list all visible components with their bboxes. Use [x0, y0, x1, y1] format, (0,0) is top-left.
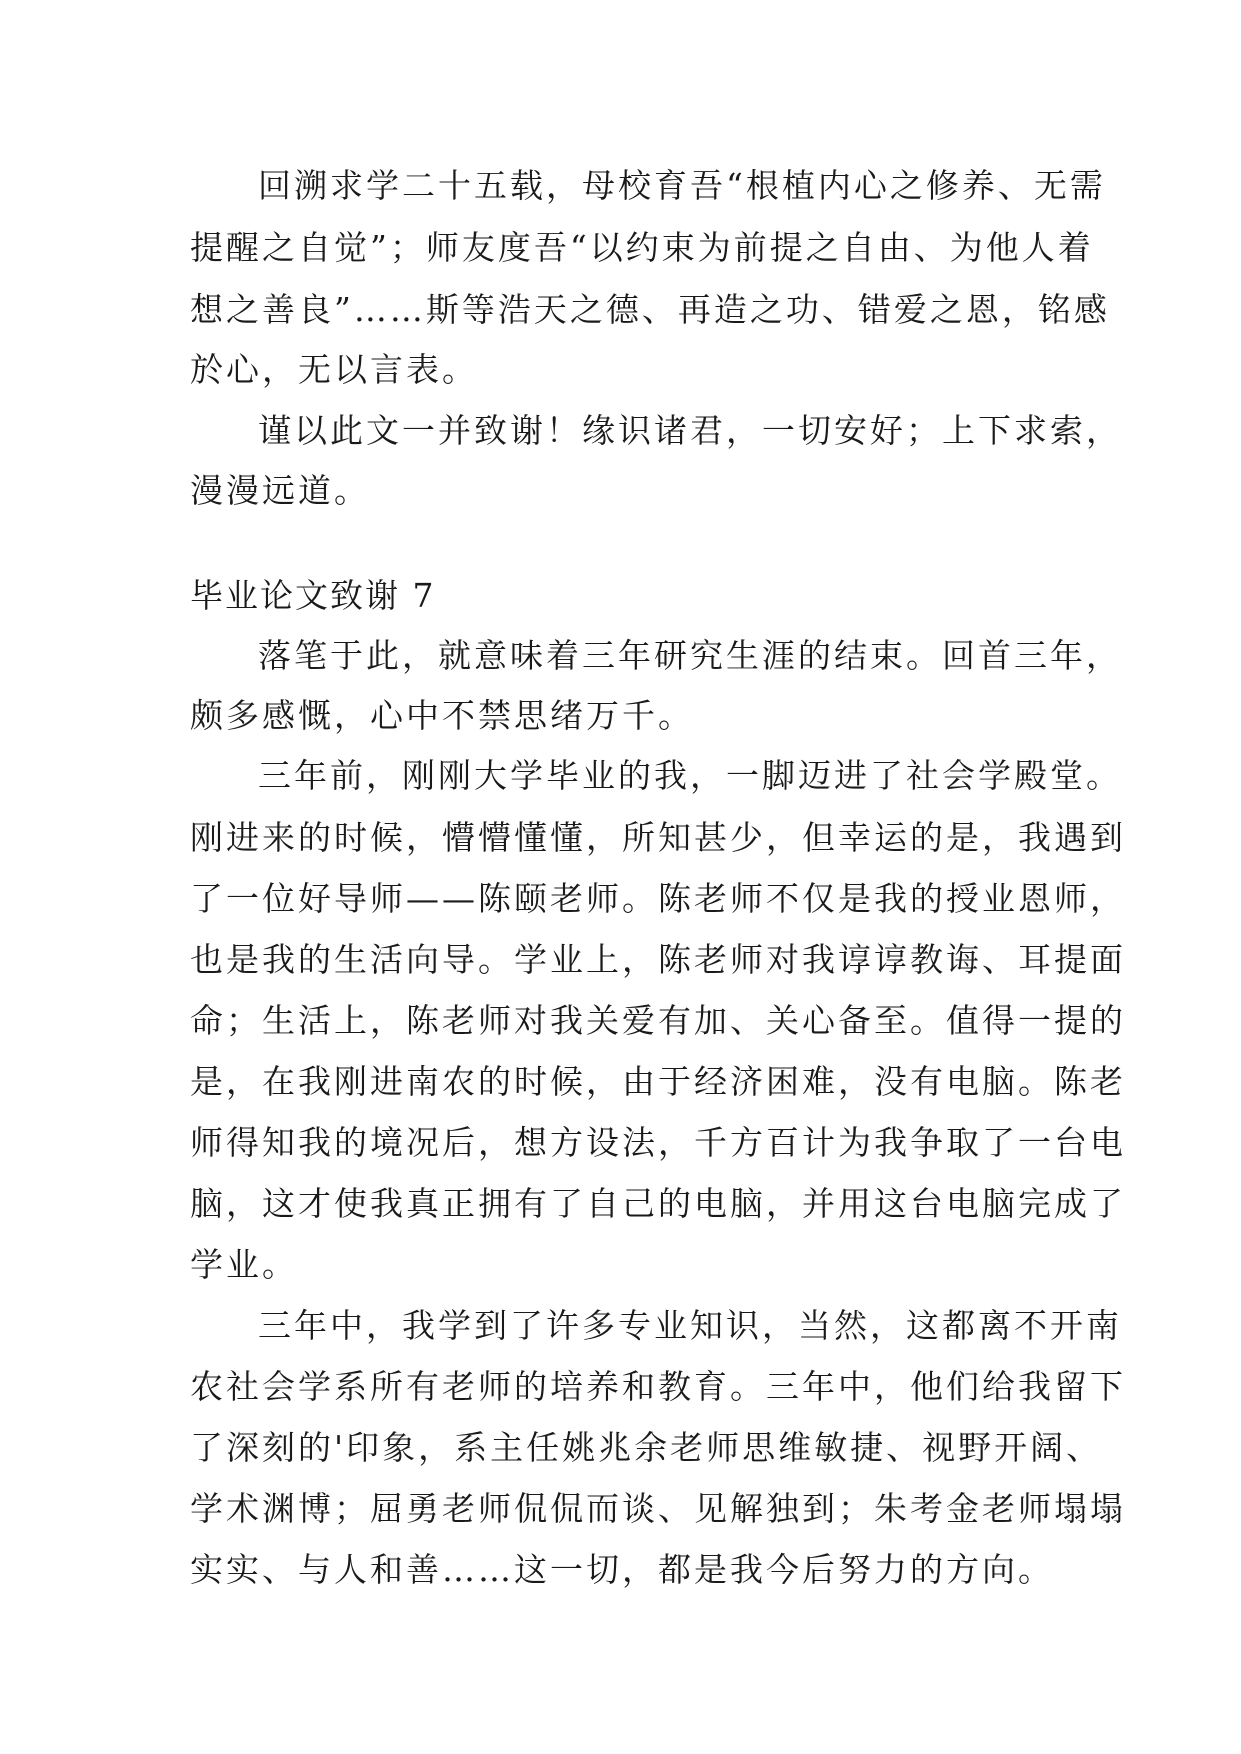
paragraph-line: 实实、与人和善……这一切，都是我今后努力的方向。: [190, 1550, 1054, 1589]
paragraph-line: 提醒之自觉”；师友度吾“以约束为前提之自由、为他人着: [190, 228, 1094, 267]
paragraph-line: 学术渊博；屈勇老师侃侃而谈、见解独到；朱考金老师塌塌: [190, 1489, 1126, 1528]
paragraph-line: 漫漫远道。: [190, 471, 370, 510]
paragraph-line: 是，在我刚进南农的时候，由于经济困难，没有电脑。陈老: [190, 1062, 1126, 1101]
paragraph-line: 颇多感慨，心中不禁思绪万千。: [190, 696, 694, 735]
paragraph-line: 农社会学系所有老师的培养和教育。三年中，他们给我留下: [190, 1367, 1126, 1406]
paragraph-line: 了一位好导师——陈颐老师。陈老师不仅是我的授业恩师，: [190, 879, 1126, 918]
paragraph-line: 了深刻的'印象，系主任姚兆余老师思维敏捷、视野开阔、: [190, 1428, 1103, 1467]
paragraph-line: 刚进来的时候，懵懵懂懂，所知甚少，但幸运的是，我遇到: [190, 818, 1126, 857]
paragraph-line: 师得知我的境况后，想方设法，千方百计为我争取了一台电: [190, 1123, 1126, 1162]
paragraph-line: 学业。: [190, 1245, 298, 1284]
paragraph-line: 三年中，我学到了许多专业知识，当然，这都离不开南: [258, 1306, 1122, 1345]
paragraph-line: 命；生活上，陈老师对我关爱有加、关心备至。值得一提的: [190, 1001, 1126, 1040]
paragraph-line: 谨以此文一并致谢！缘识诸君，一切安好；上下求索，: [258, 411, 1122, 450]
paragraph-line: 於心，无以言表。: [190, 350, 478, 389]
paragraph-line: 脑，这才使我真正拥有了自己的电脑，并用这台电脑完成了: [190, 1184, 1126, 1223]
paragraph-line: 落笔于此，就意味着三年研究生涯的结束。回首三年，: [258, 636, 1122, 675]
paragraph-line: 回溯求学二十五载，母校育吾“根植内心之修养、无需: [258, 166, 1106, 205]
paragraph-line: 三年前，刚刚大学毕业的我，一脚迈进了社会学殿堂。: [258, 756, 1122, 795]
section-heading: 毕业论文致谢 7: [190, 576, 436, 615]
paragraph-line: 想之善良”……斯等浩天之德、再造之功、错爱之恩，铭感: [190, 290, 1110, 329]
paragraph-line: 也是我的生活向导。学业上，陈老师对我谆谆教诲、耳提面: [190, 940, 1126, 979]
